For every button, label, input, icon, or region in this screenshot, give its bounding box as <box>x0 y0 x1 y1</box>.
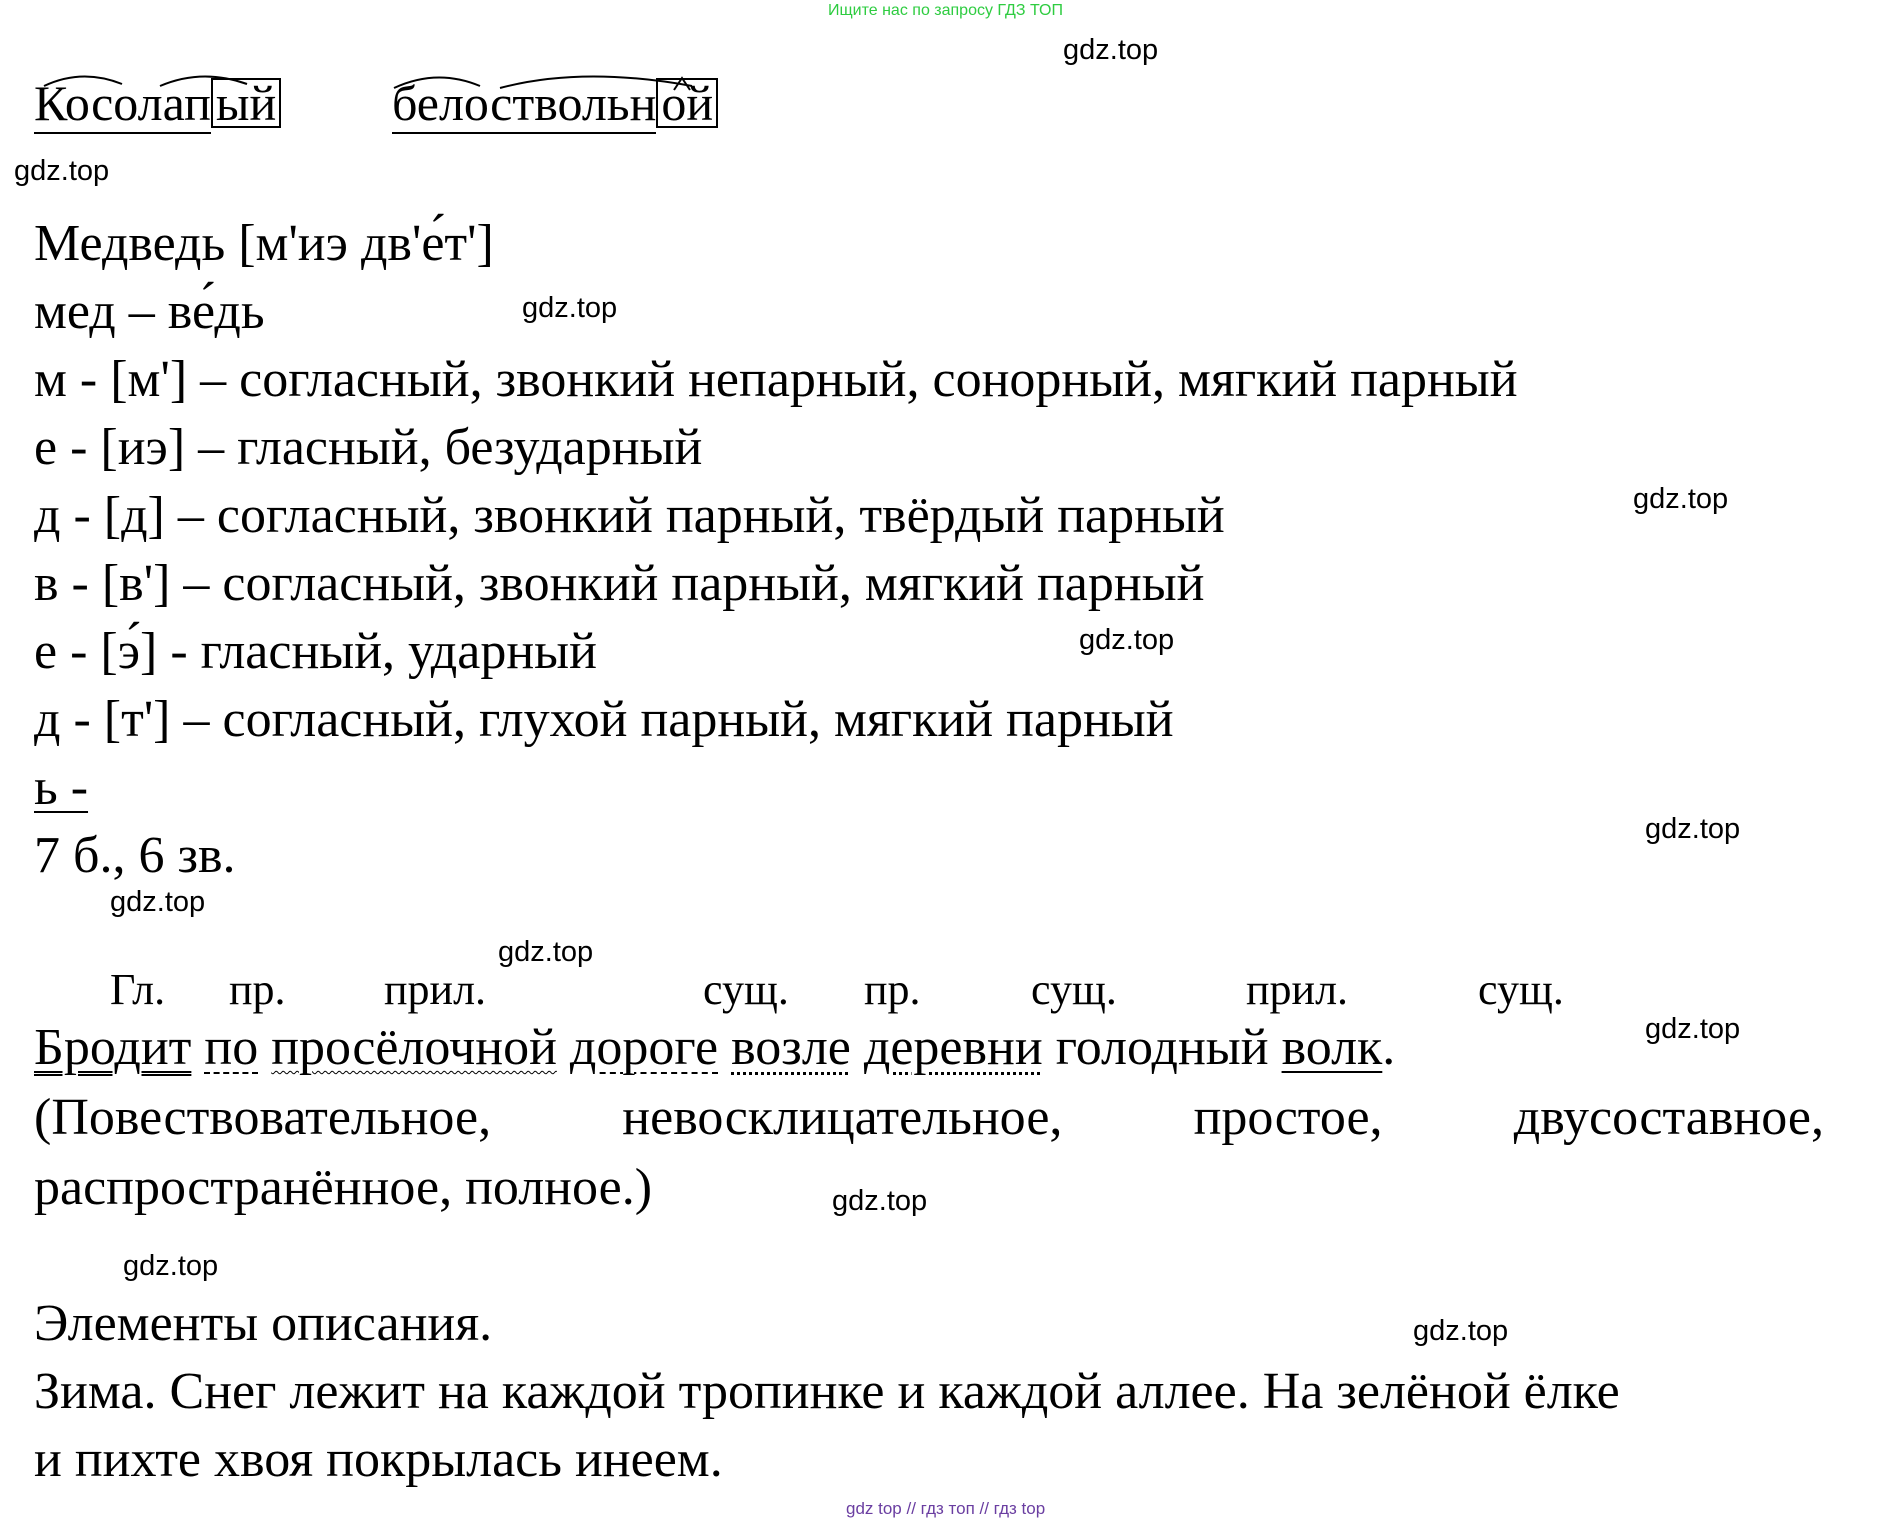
sentence-analysis-line-2: распространённое, полное.) <box>34 1159 653 1216</box>
pos-label: сущ. <box>1478 965 1564 1014</box>
phonetic-syllables: мед – ве́дь <box>34 283 265 340</box>
bottom-banner-watermark: gdz top // гдз топ // гдз top <box>846 1499 1046 1518</box>
attribute-word: голодный <box>1055 1019 1269 1076</box>
parsed-sentence <box>34 1019 1396 1076</box>
pos-label: пр. <box>229 965 286 1014</box>
watermark: gdz.top <box>1079 624 1175 656</box>
description-line: Зима. Снег лежит на каждой тропинке и каждой аллее. На зелёной ёлке <box>34 1363 1620 1420</box>
adverbial-word: дороге <box>569 1019 719 1076</box>
phonetic-heading: Медведь [м'иэ дв'е́т'] <box>34 215 494 272</box>
watermark: gdz.top <box>1645 1013 1741 1045</box>
adverbial-word: деревни <box>863 1019 1043 1076</box>
description-heading: Элементы описания. <box>34 1295 493 1352</box>
phonetic-row: е - [э́] - гласный, ударный <box>34 623 597 680</box>
morpheme-ending-2: ой <box>656 78 718 128</box>
watermark: gdz.top <box>832 1185 928 1217</box>
preposition-word: по <box>204 1019 259 1076</box>
morpheme-word-2 <box>392 74 718 134</box>
watermark: gdz.top <box>110 886 206 918</box>
phonetic-row: в - [в'] – согласный, звонкий парный, мягкий парный <box>34 555 1205 612</box>
watermark: gdz.top <box>1633 483 1729 515</box>
top-banner-watermark: Ищите нас по запросу ГДЗ ТОП <box>828 2 1063 19</box>
morpheme-ending-1: ый <box>211 78 281 128</box>
pos-label: пр. <box>864 965 921 1014</box>
watermark: gdz.top <box>522 292 618 324</box>
analysis-term: (Повествовательное, <box>34 1089 492 1146</box>
subject-word: волк <box>1281 1019 1383 1076</box>
analysis-term: невосклицательное, <box>622 1089 1063 1146</box>
pos-label: сущ. <box>703 965 789 1014</box>
attribute-word: просёлочной <box>271 1019 557 1076</box>
watermark: gdz.top <box>1645 813 1741 845</box>
morpheme-stem-1: Косолап <box>34 74 211 134</box>
analysis-term: простое, <box>1193 1089 1383 1146</box>
phonetic-row: е - [иэ] – гласный, безударный <box>34 419 703 476</box>
pos-label: прил. <box>384 965 487 1014</box>
watermark: gdz.top <box>498 936 594 968</box>
description-line: и пихте хвоя покрылась инеем. <box>34 1431 723 1488</box>
predicate-word: Бродит <box>34 1019 192 1076</box>
pos-label: сущ. <box>1031 965 1117 1014</box>
morpheme-stem-2: белоствольн <box>392 74 656 134</box>
soft-sign-row: ь - <box>34 759 89 816</box>
sentence-period: . <box>1382 1019 1396 1076</box>
watermark: gdz.top <box>1413 1315 1509 1347</box>
phonetic-row: д - [д] – согласный, звонкий парный, твёрдый парный <box>34 487 1225 544</box>
sentence-analysis-line-1 <box>34 1084 1824 1152</box>
pos-label: прил. <box>1246 965 1349 1014</box>
analysis-term: двусоставное, <box>1513 1089 1824 1146</box>
phonetic-row: м - [м'] – согласный, звонкий непарный, сонорный, мягкий парный <box>34 351 1518 408</box>
morpheme-word-1 <box>34 74 281 134</box>
adverbial-word: возле <box>731 1019 851 1076</box>
watermark: gdz.top <box>123 1250 219 1282</box>
watermark: gdz.top <box>14 155 110 187</box>
phonetic-count: 7 б., 6 зв. <box>34 827 236 884</box>
phonetic-row: д - [т'] – согласный, глухой парный, мягкий парный <box>34 691 1174 748</box>
pos-label: Гл. <box>110 965 166 1014</box>
watermark: gdz.top <box>1063 34 1159 66</box>
phonetic-row <box>34 759 89 816</box>
